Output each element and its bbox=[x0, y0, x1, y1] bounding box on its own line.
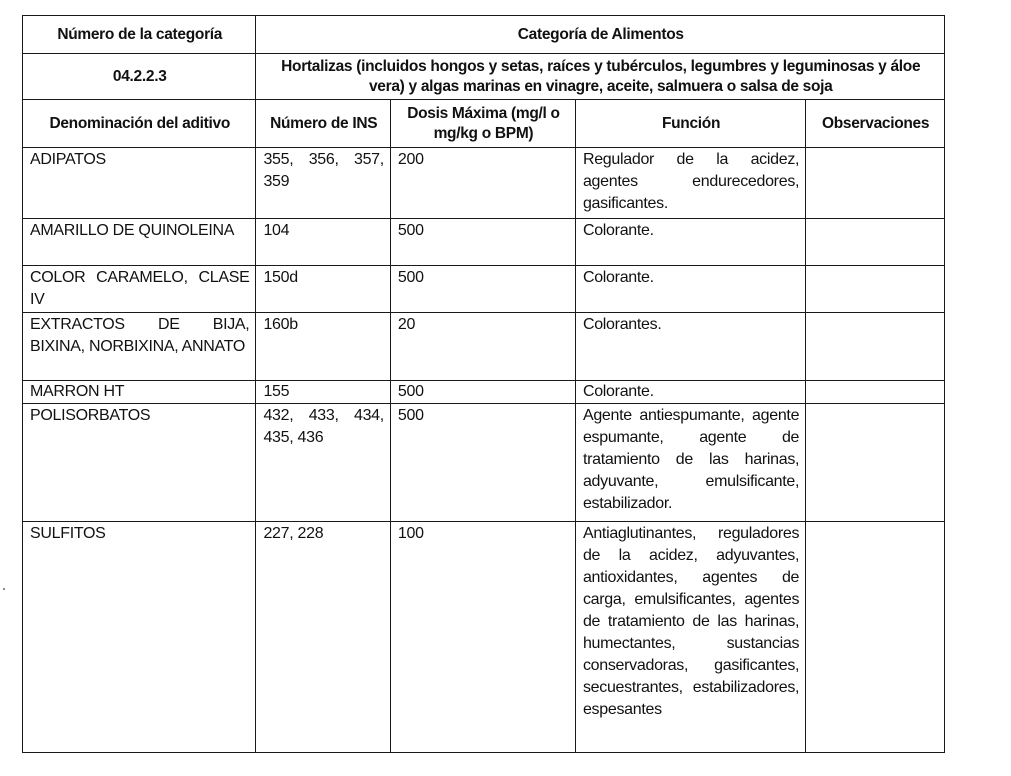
col-header-ins-number: Número de INS bbox=[256, 100, 390, 148]
col-header-function: Función bbox=[575, 100, 805, 148]
additive-name: ADIPATOS bbox=[23, 148, 256, 219]
ins-number: 227, 228 bbox=[256, 522, 390, 753]
col-header-observations: Observaciones bbox=[806, 100, 945, 148]
ins-number: 104 bbox=[256, 219, 390, 266]
table-row bbox=[23, 313, 945, 381]
additive-name: COLOR CARAMELO, CLASE IV bbox=[23, 266, 256, 313]
ins-number: 150d bbox=[256, 266, 390, 313]
observations bbox=[806, 219, 945, 266]
table-row bbox=[23, 219, 945, 266]
max-dose: 500 bbox=[390, 404, 575, 522]
category-number: 04.2.2.3 bbox=[23, 54, 256, 100]
additive-name: SULFITOS bbox=[23, 522, 256, 753]
ins-number: 355, 356, 357, 359 bbox=[256, 148, 390, 219]
function: Colorantes. bbox=[575, 313, 805, 381]
observations bbox=[806, 404, 945, 522]
additive-name: AMARILLO DE QUINOLEINA bbox=[23, 219, 256, 266]
table-row bbox=[23, 381, 945, 404]
max-dose: 500 bbox=[390, 266, 575, 313]
function: Regulador de la acidez, agentes endurecedores, gasificantes. bbox=[575, 148, 805, 219]
col-header-max-dose: Dosis Máxima (mg/l o mg/kg o BPM) bbox=[390, 100, 575, 148]
ins-number: 155 bbox=[256, 381, 390, 404]
food-category-label: Categoría de Alimentos bbox=[256, 16, 945, 54]
scan-speck bbox=[3, 588, 5, 590]
table-row bbox=[23, 148, 945, 219]
observations bbox=[806, 266, 945, 313]
max-dose: 20 bbox=[390, 313, 575, 381]
ins-number: 160b bbox=[256, 313, 390, 381]
max-dose: 500 bbox=[390, 219, 575, 266]
header-row-category-values bbox=[23, 54, 945, 100]
observations bbox=[806, 381, 945, 404]
additives-table bbox=[22, 15, 945, 753]
function: Colorante. bbox=[575, 381, 805, 404]
table-row bbox=[23, 404, 945, 522]
table-row bbox=[23, 522, 945, 753]
ins-number: 432, 433, 434, 435, 436 bbox=[256, 404, 390, 522]
column-header-row bbox=[23, 100, 945, 148]
max-dose: 500 bbox=[390, 381, 575, 404]
additive-name: POLISORBATOS bbox=[23, 404, 256, 522]
header-row-category-labels bbox=[23, 16, 945, 54]
category-number-label: Número de la categoría bbox=[23, 16, 256, 54]
col-header-additive-name: Denominación del aditivo bbox=[23, 100, 256, 148]
function: Agente antiespumante, agente espumante, agente de tratamiento de las harinas, adyuvante, emulsificante, estabilizador. bbox=[575, 404, 805, 522]
max-dose: 200 bbox=[390, 148, 575, 219]
observations bbox=[806, 522, 945, 753]
category-description: Hortalizas (incluidos hongos y setas, raíces y tubérculos, legumbres y leguminosas y áloe vera) y algas marinas en vinagre, aceite, salmuera o salsa de soja bbox=[256, 54, 945, 100]
max-dose: 100 bbox=[390, 522, 575, 753]
observations bbox=[806, 148, 945, 219]
additive-name: EXTRACTOS DE BIJA, BIXINA, NORBIXINA, ANNATO bbox=[23, 313, 256, 381]
observations bbox=[806, 313, 945, 381]
function: Antiaglutinantes, reguladores de la acidez, adyuvantes, antioxidantes, agentes de carga, emulsificantes, agentes de tratamiento de las harinas, humectantes, sustancias conservadoras, gasificantes, secuestrantes, estabilizadores, espesantes bbox=[575, 522, 805, 753]
table-row bbox=[23, 266, 945, 313]
function: Colorante. bbox=[575, 219, 805, 266]
additive-name: MARRON HT bbox=[23, 381, 256, 404]
function: Colorante. bbox=[575, 266, 805, 313]
